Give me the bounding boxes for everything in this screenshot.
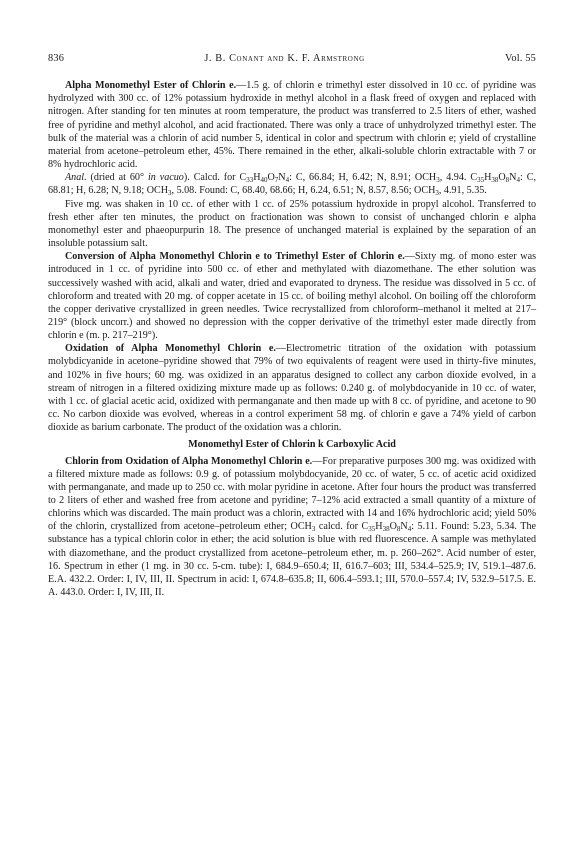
analysis-text: (dried at 60° <box>86 172 148 184</box>
analysis-text: , 5.08. Found: C, 68.40, 68.66; H, 6.24, 6.51; N, 8.57, 8.56; OCH <box>171 185 436 197</box>
analysis-text: ). Calcd. for C <box>183 172 247 184</box>
formula-subscript: 4 <box>516 176 520 185</box>
formula-subscript: 4 <box>407 525 412 534</box>
formula-subscript: 40 <box>260 176 268 185</box>
paragraph-heading: Oxidation of Alpha Monomethyl Chlorin e. <box>65 343 276 355</box>
paragraph-conversion <box>48 250 536 342</box>
paragraph-text: calcd. for C <box>315 521 369 533</box>
paragraph-text: : 5.11. Found: 5.23, 5.34. The substance has a typical chlorin color in ether; the acid solution is blue with red fluorescence. A sample was methylated with diazomethane, and the product crystallized from acetone–petroleum ether, m. p. 260–262°. Acid number of ester, 16. Spectrum in ether (1 mg. in 30 cc. 5-cm. tube): I, 684.9–650.4; II, 616.7–603; III, 534.4–525.9; IV, 519.1–487.6. E.A. 432.2. Order: I, IV, III, II. Spectrum in acid: I, 674.8–635.8; II, 606.4–593.1; III, 570.0–557.4; IV, 532.9–517.5. E. A. 443.0. Order: I, IV, III, II. <box>48 521 536 599</box>
paragraph-text: N <box>400 521 408 533</box>
paragraph-text: —Electrometric titration of the oxidation with potassium molybdicyanide in acetone–pyridine showed that 79% of two equivalents of reagent were used in thirty-five minutes, and 102% in five hours; 60 mg. was oxidized in an apparatus designed to collect any carbon dioxide evolved, in a stream of nitrogen in a filtered oxidizing mixture made up as follows: 0.240 g. of molybdocyanide in 10 cc. of water, with 1 cc. of glacial acetic acid, oxidized with permanganate and then made up with 8 cc. of pyridine, and acetone to 90 cc. No carbon dioxide was evolved, whereas in a control experiment 58 mg. of chlorin e gave a 74% yield of carbon dioxide as barium carbonate. The product of the oxidation was a chlorin. <box>48 343 536 434</box>
formula-subscript: 8 <box>505 176 510 185</box>
formula-subscript: 3 <box>168 189 172 198</box>
formula-subscript: 7 <box>274 176 279 185</box>
formula-subscript: 3 <box>435 189 439 198</box>
analysis-text: , 4.94. C <box>439 172 478 184</box>
anal-label: Anal. <box>65 172 87 184</box>
running-title: J. B. Conant and K. F. Armstrong <box>204 53 365 64</box>
formula-subscript: 38 <box>382 525 390 534</box>
section-heading: Monomethyl Ester of Chlorin k Carboxylic Acid <box>188 439 396 451</box>
analysis-text: H <box>484 172 492 184</box>
paragraph-text: H <box>375 521 383 533</box>
analysis-text: O <box>498 172 506 184</box>
formula-subscript: 38 <box>491 176 499 185</box>
paragraph-text: —Sixty mg. of mono ester was introduced in 1 cc. of pyridine into 500 cc. of ether and methylated with diazomethane. The ether solution was successively washed with acid, alkali and water, dried and evaporated to dryness. The residue was dissolved in 5 cc. of chloroform and treated with 20 mg. of copper acetate in 15 cc. of boiling methyl alcohol. On boiling off the chloroform the copper derivative crystallized in green needles. Twice recrystallized from chloroform–methanol it melted at 217–219° (block uncorr.) and showed no depression with the copper derivative of the trimethyl ester made directly from chlorin e (m. p. 217–219°). <box>48 251 536 342</box>
formula-subscript: 8 <box>396 525 401 534</box>
paragraph-text: Five mg. was shaken in 10 cc. of ether with 1 cc. of 25% potassium hydroxide in propyl alcohol. Transferred to fresh ether after ten minutes, the product on fractionation was shown to consist of unchanged chlorin e alpha monomethyl ester and phaeopurpurin 18. The presence of unchanged material is explained by the separation of an insoluble potassium salt. <box>48 198 536 250</box>
formula-subscript: 3 <box>311 525 316 534</box>
analysis-text: H <box>253 172 261 184</box>
analysis-text: O <box>267 172 275 184</box>
running-head <box>48 52 536 65</box>
paragraph-chlorin-oxidation <box>48 455 536 600</box>
volume-label: Vol. 55 <box>505 53 536 64</box>
analysis-text: in vacuo <box>147 172 184 184</box>
formula-subscript: 3 <box>436 176 440 185</box>
formula-subscript: 35 <box>477 176 485 185</box>
page-number: 836 <box>48 53 65 64</box>
paragraph-heading: Chlorin from Oxidation of Alpha Monomethyl Chlorin e. <box>65 455 313 467</box>
paragraph-oxidation <box>48 342 536 434</box>
paragraph-text: —For preparative purposes 300 mg. was oxidized with a filtered mixture made as follows: 0.9 g. of potassium molybdocyanide, 20 cc. of water, 5 cc. of acetic acid oxidized with permanganate, and made up to 250 cc. with molar pyridine in acetone. After four hours the product was transferred to 2 liters of ether and washed free from acetone and pyridine; 7–12% acid extracted a small quantity of a mixture of chlorins which was discarded. The main product was a chlorin, extracted with 14 and 16% hydrochloric acid; yield 50% of the chlorin, crystallized from acetone–petroleum ether; OCH <box>48 455 536 533</box>
paragraph-heading: Conversion of Alpha Monomethyl Chlorin e to Trimethyl Ester of Chlorin e. <box>65 251 405 263</box>
formula-subscript: 35 <box>368 525 376 534</box>
paragraph-shaking <box>48 198 536 251</box>
paragraph-alpha-ester <box>48 79 536 171</box>
analysis-text: N <box>509 172 517 184</box>
paragraph-text: —1.5 g. of chlorin e trimethyl ester dissolved in 10 cc. of pyridine was hydrolyzed with 300 cc. of 12% potassium hydroxide in methyl alcohol in a flask freed of oxygen and replaced with nitrogen. After standing for ten minutes at room temperature, the product was transferred to 2.5 liters of ether, washed free of pyridine and methyl alcohol, and acid fractionated. There was only a trace of unhydrolyzed trimethyl ester. The bulk of the material was a chlorin of acid number 5, identical in color and spectrum with chlorin e; yield of crystalline material from acetone–petroleum ether, 45%. There remained in the ether, alkali-soluble chlorin extractable with 7 or 8% hydrochloric acid. <box>48 80 536 171</box>
paragraph-text: O <box>389 521 397 533</box>
paragraph-heading: Alpha Monomethyl Ester of Chlorin e. <box>65 80 237 92</box>
paragraph-analysis <box>48 171 536 197</box>
analysis-text: N <box>278 172 286 184</box>
analysis-text: : C, 68.81; H, 6.28; N, 9.18; OCH <box>48 172 536 197</box>
analysis-text: , 4.91, 5.35. <box>438 185 487 197</box>
analysis-text: : C, 66.84; H, 6.42; N, 8.91; OCH <box>289 172 437 184</box>
formula-subscript: 4 <box>285 176 290 185</box>
formula-subscript: 33 <box>246 176 254 185</box>
